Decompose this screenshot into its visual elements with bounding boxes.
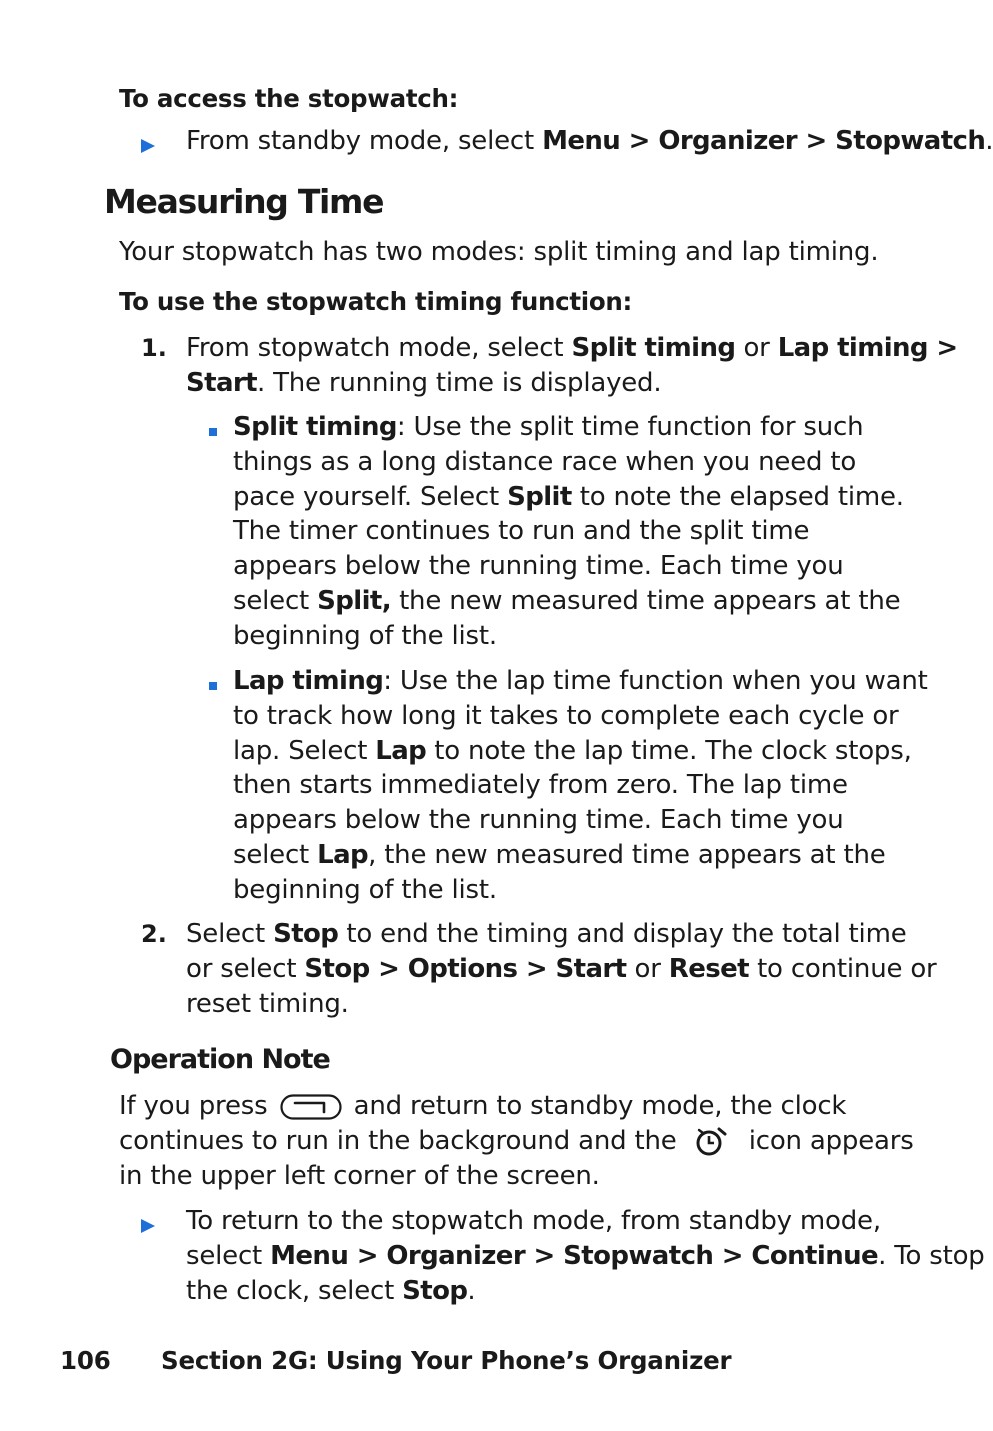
text-line: lap. Select Lap to note the lap time. The clock stops, [233, 735, 912, 766]
text-line: appears below the running time. Each time you [233, 551, 844, 582]
step1-line: From stopwatch mode, select Split timing or Lap timing > [186, 333, 958, 363]
note-line: continues to run in the background and the icon appears [119, 1126, 914, 1156]
text-line: Split timing: Use the split time function for such [233, 412, 864, 442]
text-line: reset timing. [186, 988, 349, 1019]
split-timing-text [233, 410, 904, 654]
text-line: Lap timing: Use the lap time function when you want [233, 666, 928, 696]
access-heading: To access the stopwatch: [119, 84, 459, 113]
footer-section: Section 2G: Using Your Phone’s Organizer [161, 1346, 732, 1375]
step-number: 1. [141, 334, 167, 362]
end-key-icon [280, 1094, 342, 1120]
section-title: Measuring Time [104, 182, 384, 221]
timing-subheading: To use the stopwatch timing function: [119, 287, 633, 316]
section-intro: Your stopwatch has two modes: split timing and lap timing. [119, 237, 879, 267]
text-line: appears below the running time. Each time you [233, 805, 844, 836]
bullet-arrow-icon [141, 1219, 155, 1233]
text-line: The timer continues to run and the split time [233, 516, 810, 547]
stopwatch-icon [693, 1127, 729, 1157]
note-step-text [186, 1204, 985, 1308]
text-line: then starts immediately from zero. The lap time [233, 770, 848, 801]
text-line: beginning of the list. [233, 874, 497, 905]
access-step: From standby mode, select Menu > Organizer > Stopwatch. [186, 126, 993, 156]
operation-note-title: Operation Note [110, 1044, 330, 1075]
note-line: in the upper left corner of the screen. [119, 1161, 600, 1191]
text-line: beginning of the list. [233, 620, 497, 651]
note-line: If you press and return to standby mode, the clock [119, 1091, 847, 1121]
text-line: select Lap, the new measured time appears at the [233, 839, 886, 870]
text-line: Select Stop to end the timing and display the total time [186, 919, 907, 949]
text-line: things as a long distance race when you need to [233, 446, 857, 477]
text-line: To return to the stopwatch mode, from standby mode, [186, 1206, 881, 1236]
text-line: select Menu > Organizer > Stopwatch > Continue. To stop [186, 1240, 985, 1271]
text-line: select Split, the new measured time appears at the [233, 585, 901, 616]
step1-line: Start. The running time is displayed. [186, 368, 662, 398]
bullet-square-icon [209, 682, 217, 690]
step-number: 2. [141, 920, 167, 948]
bullet-arrow-icon [141, 139, 155, 153]
text-line: the clock, select Stop. [186, 1275, 476, 1306]
step2-text [186, 917, 937, 1021]
text-line: to track how long it takes to complete each cycle or [233, 700, 899, 731]
page-number: 106 [60, 1346, 111, 1375]
bullet-square-icon [209, 428, 217, 436]
text-line: pace yourself. Select Split to note the elapsed time. [233, 481, 904, 512]
lap-timing-text [233, 664, 928, 908]
text-line: or select Stop > Options > Start or Reset to continue or [186, 953, 937, 984]
